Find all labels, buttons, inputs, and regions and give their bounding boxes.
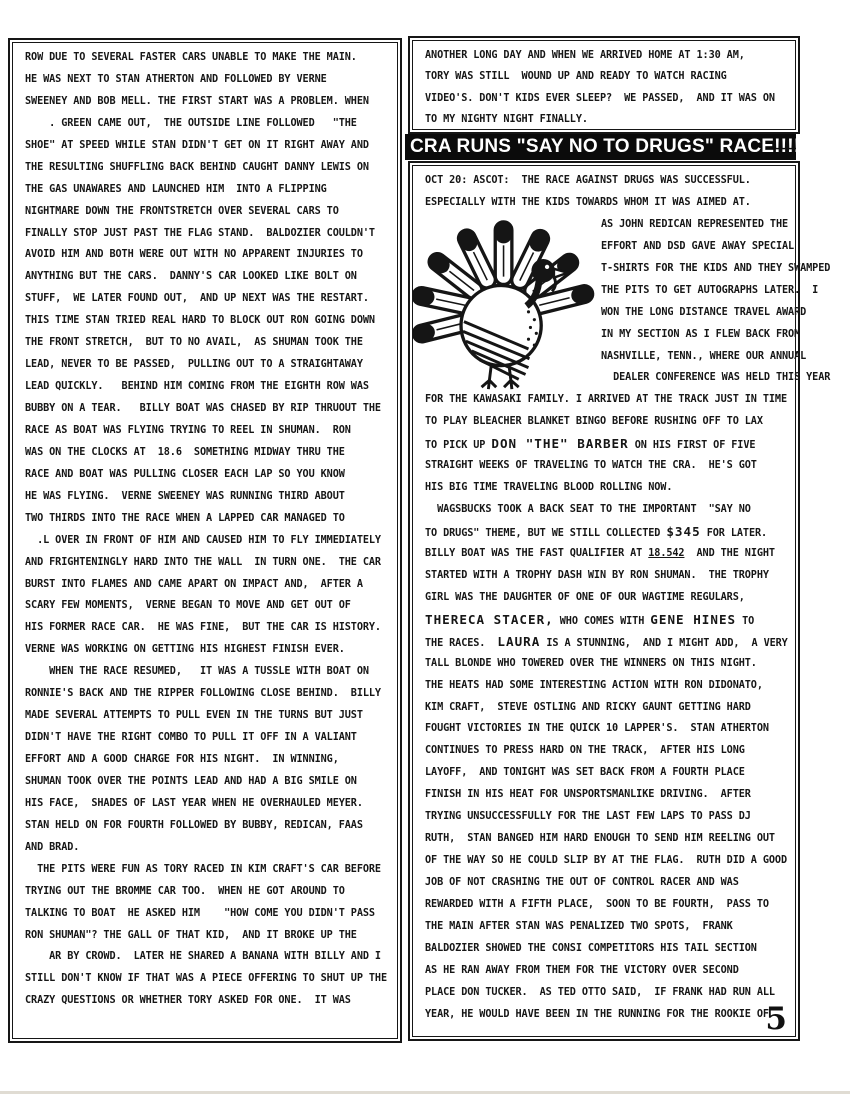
article-box-inner-border [412,165,831,1037]
text-segment: SWEENEY AND BOB MELL. THE FIRST START WAS A PROBLEM. WHEN [25,95,369,107]
text-line [17,771,395,793]
text-segment: WAS ON THE CLOCKS AT 18.6 SOMETHING MIDWAY THRU THE [25,446,345,458]
text-segment: NIGHTMARE DOWN THE FRONTSTRETCH OVER SEVERAL CARS TO [25,205,339,217]
text-line [593,236,793,258]
text-line [417,455,793,477]
text-line [17,683,395,705]
text-line [417,784,793,806]
text-segment: STARTED WITH A TROPHY DASH WIN BY RON SHUMAN. THE TROPHY [425,569,769,581]
text-segment: ROW DUE TO SEVERAL FASTER CARS UNABLE TO MAKE THE MAIN. [25,52,357,63]
emphasized-text: $345 [666,524,701,539]
text-segment: RACE AS BOAT WAS FLYING TRYING TO REEL IN SHUMAN. RON [25,424,351,436]
text-segment: AS HE RAN AWAY FROM THEM FOR THE VICTORY OVER SECOND [425,964,739,976]
text-segment: .L OVER IN FRONT OF HIM AND CAUSED HIM TO FLY IMMEDIATELY [25,534,381,546]
text-segment: DIDN'T HAVE THE RIGHT COMBO TO PULL IT OFF IN A VALIANT [25,732,357,744]
text-line [417,631,793,653]
text-segment: STRAIGHT WEEKS OF TRAVELING TO WATCH THE CRA. HE'S GOT [425,460,757,472]
text-segment: THE PITS WERE FUN AS TORY RACED IN KIM CRAFT'S CAR BEFORE [25,863,381,875]
text-line [417,66,793,87]
text-line [17,310,395,332]
text-segment: THIS TIME STAN TRIED REAL HARD TO BLOCK OUT RON GOING DOWN [25,315,375,327]
text-line [17,837,395,859]
text-segment: JOB OF NOT CRASHING THE OUT OF CONTROL RACER AND WAS [425,877,739,888]
text-segment: DEALER CONFERENCE WAS HELD THIS YEAR [601,372,831,384]
text-line [17,574,395,596]
text-segment: OCT 20: ASCOT: THE RACE AGAINST DRUGS WAS SUCCESSFUL. [425,175,751,186]
text-segment: HIS FORMER RACE CAR. HE WAS FINE, BUT THE CAR IS HISTORY. [25,622,381,634]
text-segment: . GREEN CAME OUT, THE OUTSIDE LINE FOLLOWED "THE [25,117,357,129]
text-segment: EFFORT AND DSD GAVE AWAY SPECIAL [601,240,795,252]
text-segment: ON HIS FIRST OF FIVE [628,440,756,452]
text-segment: SCARY FEW MOMENTS, VERNE BEGAN TO MOVE AND GET OUT OF [25,600,351,612]
text-line [17,332,395,354]
text-segment: AS JOHN REDICAN REPRESENTED THE [601,218,789,230]
text-line [17,793,395,815]
text-line [17,990,395,1012]
text-segment: THE RACES. [425,637,498,649]
text-line [417,960,793,982]
text-segment: WON THE LONG DISTANCE TRAVEL AWARD [601,306,807,318]
text-line [593,367,831,389]
text-segment: FOR THE KAWASAKI FAMILY. I ARRIVED AT THE TRACK JUST IN TIME [425,394,788,406]
text-segment: KIM CRAFT, STEVE OSTLING AND RICKY GAUNT GETTING HARD [425,701,751,713]
text-line [417,192,793,214]
text-line [417,88,793,109]
text-segment: STUFF, WE LATER FOUND OUT, AND UP NEXT WAS THE RESTART. [25,293,369,305]
text-line [417,806,793,828]
text-line [17,113,395,135]
text-segment: FINISH IN HIS HEAT FOR UNSPORTSMANLIKE DRIVING. AFTER [425,789,751,801]
text-line [17,464,395,486]
text-line [17,486,395,508]
text-segment: WHO COMES WITH [553,615,651,627]
article-box [408,161,831,1041]
text-segment: VERNE WAS WORKING ON GETTING HIS HIGHEST FINISH EVER. [25,644,345,656]
text-segment: AND THE NIGHT [684,547,775,559]
text-line [17,530,395,552]
text-line [417,718,793,740]
text-line [593,302,807,324]
text-segment: YEAR, HE WOULD HAVE BEEN IN THE RUNNING FOR THE ROOKIE OF [425,1008,769,1020]
text-line [417,894,793,916]
headline-banner: CRA RUNS "SAY NO TO DRUGS" RACE!!!!!! [405,134,796,160]
intro-box [408,36,800,134]
text-segment: HIS BIG TIME TRAVELING BLOOD ROLLING NOW. [425,482,673,494]
text-segment: VIDEO'S. DON'T KIDS EVER SLEEP? WE PASSED, AND IT WAS ON [425,92,775,104]
text-line [417,411,793,433]
text-line [417,675,793,697]
text-line [417,653,793,675]
text-line [417,916,793,938]
text-segment: AND FRIGHTENINGLY HARD INTO THE WALL IN TURN ONE. THE CAR [25,556,381,568]
text-segment: TALL BLONDE WHO TOWERED OVER THE WINNERS ON THIS NIGHT. [425,657,757,669]
text-segment: BURST INTO FLAMES AND CAME APART ON IMPACT AND, AFTER A [25,578,363,590]
text-line [417,1004,793,1026]
text-line [417,499,793,521]
text-line [417,850,793,872]
text-segment: TO [736,615,755,627]
text-line [17,179,395,201]
left-column-text [17,47,395,1034]
text-segment: THE GAS UNAWARES AND LAUNCHED HIM INTO A FLIPPING [25,183,327,195]
text-line [17,288,395,310]
text-line [417,587,793,609]
emphasized-text: LAURA [497,633,541,649]
text-segment: STILL DON'T KNOW IF THAT WAS A PIECE OFFERING TO SHUT UP THE [25,973,388,985]
text-segment: GIRL WAS THE DAUGHTER OF ONE OF OUR WAGTIME REGULARS, [425,591,745,603]
text-line [17,639,395,661]
text-segment: IS A STUNNING, AND I MIGHT ADD, A VERY [540,637,788,649]
text-line [593,280,819,302]
text-segment: PLACE DON TUCKER. AS TED OTTO SAID, IF FRANK HAD RUN ALL [425,986,775,998]
text-segment: AND BRAD. [25,841,80,853]
text-segment: IN MY SECTION AS I FLEW BACK FROM [601,328,801,340]
text-line [17,266,395,288]
text-line [417,740,793,762]
text-segment: TO PLAY BLEACHER BLANKET BINGO BEFORE RUSHING OFF TO LAX [425,416,763,428]
text-segment: RON SHUMAN"? THE GALL OF THAT KID, AND IT BROKE UP THE [25,929,357,941]
text-line [593,324,801,346]
article-text [417,170,831,1037]
text-line [17,705,395,727]
text-segment: ANYTHING BUT THE CARS. DANNY'S CAR LOOKED LIKE BOLT ON [25,271,357,283]
text-segment: TRYING OUT THE BROMME CAR TOO. WHEN HE GOT AROUND TO [25,885,345,897]
text-segment: TWO THIRDS INTO THE RACE WHEN A LAPPED CAR MANAGED TO [25,512,345,524]
text-segment: EFFORT AND A GOOD CHARGE FOR HIS NIGHT. IN WINNING, [25,754,339,765]
text-line [17,617,395,639]
text-segment: TO PICK UP [425,440,492,452]
text-segment: ESPECIALLY WITH THE KIDS TOWARDS WHOM IT WAS AIMED AT. [425,196,751,208]
text-segment: LEAD QUICKLY. BEHIND HIM COMING FROM THE EIGHTH ROW WAS [25,381,369,393]
text-segment: RUTH, STAN BANGED HIM HARD ENOUGH TO SEND HIM REELING OUT [425,833,775,845]
text-line [17,727,395,749]
text-line [17,661,395,683]
text-segment: TO DRUGS" THEME, BUT WE STILL COLLECTED [425,528,667,539]
text-segment: TALKING TO BOAT HE ASKED HIM "HOW COME YOU DIDN'T PASS [25,907,375,919]
text-line [17,815,395,837]
text-line [17,903,395,925]
emphasized-text: GENE HINES [650,611,737,627]
text-line [417,389,793,411]
text-segment: BALDOZIER SHOWED THE CONSI COMPETITORS HIS TAIL SECTION [425,942,757,954]
text-segment: FOR LATER. [700,528,768,539]
text-line [417,477,793,499]
text-line [17,354,395,376]
text-segment: TORY WAS STILL WOUND UP AND READY TO WATCH RACING [425,71,727,83]
text-segment: BILLY BOAT WAS THE FAST QUALIFIER AT [425,547,649,559]
text-segment: FOUGHT VICTORIES IN THE QUICK 10 LAPPER'S. STAN ATHERTON [425,723,769,735]
text-line [17,859,395,881]
text-segment: WHEN THE RACE RESUMED, IT WAS A TUSSLE WITH BOAT ON [25,666,369,678]
text-segment: OF THE WAY SO HE COULD SLIP BY AT THE FLAG. RUTH DID A GOOD [425,855,788,867]
text-line [17,201,395,223]
text-line [17,135,395,157]
emphasized-text: DON "THE" BARBER [491,436,629,452]
text-line [17,442,395,464]
text-segment: NASHVILLE, TENN., WHERE OUR ANNUAL [601,350,807,362]
text-segment: THE HEATS HAD SOME INTERESTING ACTION WITH RON DIDONATO, [425,679,763,691]
text-segment: HE WAS NEXT TO STAN ATHERTON AND FOLLOWED BY VERNE [25,73,327,85]
text-segment: LEAD, NEVER TO BE PASSED, PULLING OUT TO A STRAIGHTAWAY [25,359,363,371]
text-segment: THE MAIN AFTER STAN WAS PENALIZED TWO SPOTS, FRANK [425,920,733,932]
text-line [17,157,395,179]
text-segment: SHUMAN TOOK OVER THE POINTS LEAD AND HAD A BIG SMILE ON [25,775,357,787]
text-line [17,47,395,69]
text-segment: SHOE" AT SPEED WHILE STAN DIDN'T GET ON IT RIGHT AWAY AND [25,139,369,151]
text-line [417,609,793,631]
text-line [17,925,395,947]
text-line [417,697,793,719]
text-segment: HE WAS FLYING. VERNE SWEENEY WAS RUNNING THIRD ABOUT [25,490,345,502]
scan-edge-artifact [0,1091,850,1094]
intro-box-inner-border [412,40,796,130]
left-column-box [8,38,402,1043]
text-line [17,881,395,903]
intro-text [417,45,793,125]
text-line [17,946,395,968]
text-line [417,543,793,565]
text-segment: HIS FACE, SHADES OF LAST YEAR WHEN HE OVERHAULED MEYER. [25,797,363,809]
text-line [417,828,793,850]
text-line [17,552,395,574]
text-line [17,968,395,990]
text-line [17,376,395,398]
text-line [17,749,395,771]
text-line [17,508,395,530]
text-segment: ANOTHER LONG DAY AND WHEN WE ARRIVED HOME AT 1:30 AM, [425,50,745,61]
emphasized-text: THERECA STACER, [425,611,554,627]
text-segment: TO MY NIGHTY NIGHT FINALLY. [425,114,588,126]
text-line [17,420,395,442]
text-segment: TRYING UNSUCCESSFULLY FOR THE LAST FEW LAPS TO PASS DJ [425,811,751,823]
text-segment: CRAZY QUESTIONS OR WHETHER TORY ASKED FOR ONE. IT WAS [25,995,351,1007]
text-segment: MADE SEVERAL ATTEMPTS TO PULL EVEN IN THE TURNS BUT JUST [25,710,363,722]
text-segment: THE FRONT STRETCH, BUT TO NO AVAIL, AS SHUMAN TOOK THE [25,337,363,349]
text-segment: RONNIE'S BACK AND THE RIPPER FOLLOWING CLOSE BEHIND. BILLY [25,688,381,700]
text-segment: BUBBY ON A TEAR. BILLY BOAT WAS CHASED BY RIP THRUOUT THE [25,403,381,414]
text-segment: CONTINUES TO PRESS HARD ON THE TRACK, AFTER HIS LONG [425,745,745,757]
text-segment: FINALLY STOP JUST PAST THE FLAG STAND. BALDOZIER COULDN'T [25,227,375,239]
text-line [17,595,395,617]
text-segment: THE PITS TO GET AUTOGRAPHS LATER. I [601,284,819,296]
text-line [417,521,793,543]
text-line [417,762,793,784]
text-line [593,346,807,368]
text-line [593,258,831,280]
text-segment: RACE AND BOAT WAS PULLING CLOSER EACH LAP SO YOU KNOW [25,468,345,480]
text-segment: REWARDED WITH A FIFTH PLACE, SOON TO BE FOURTH, PASS TO [425,898,769,910]
text-line [17,69,395,91]
text-line [593,214,793,236]
text-line [17,244,395,266]
text-segment: 18.542 [648,547,685,559]
text-line [417,109,793,130]
page-number: 5 [765,1001,787,1037]
text-line [417,938,793,960]
text-segment: AVOID HIM AND BOTH WERE OUT WITH NO APPARENT INJURIES TO [25,249,363,261]
text-segment: THE RESULTING SHUFFLING BACK BEHIND CAUGHT DANNY LEWIS ON [25,161,369,173]
text-segment: WAGSBUCKS TOOK A BACK SEAT TO THE IMPORTANT "SAY NO [425,504,751,516]
left-column-inner-border [12,42,398,1039]
text-segment: T-SHIRTS FOR THE KIDS AND THEY SWAMPED [601,262,831,274]
text-line [417,872,793,894]
text-segment: LAYOFF, AND TONIGHT WAS SET BACK FROM A FOURTH PLACE [425,767,745,779]
text-line [417,565,793,587]
text-line [17,398,395,420]
text-line [17,223,395,245]
text-line [417,433,793,455]
text-line [417,982,793,1004]
text-segment: STAN HELD ON FOR FOURTH FOLLOWED BY BUBBY, REDICAN, FAAS [25,819,363,831]
text-line [417,170,793,192]
text-line [417,45,793,66]
text-line [17,91,395,113]
text-segment: AR BY CROWD. LATER HE SHARED A BANANA WITH BILLY AND I [25,951,381,963]
